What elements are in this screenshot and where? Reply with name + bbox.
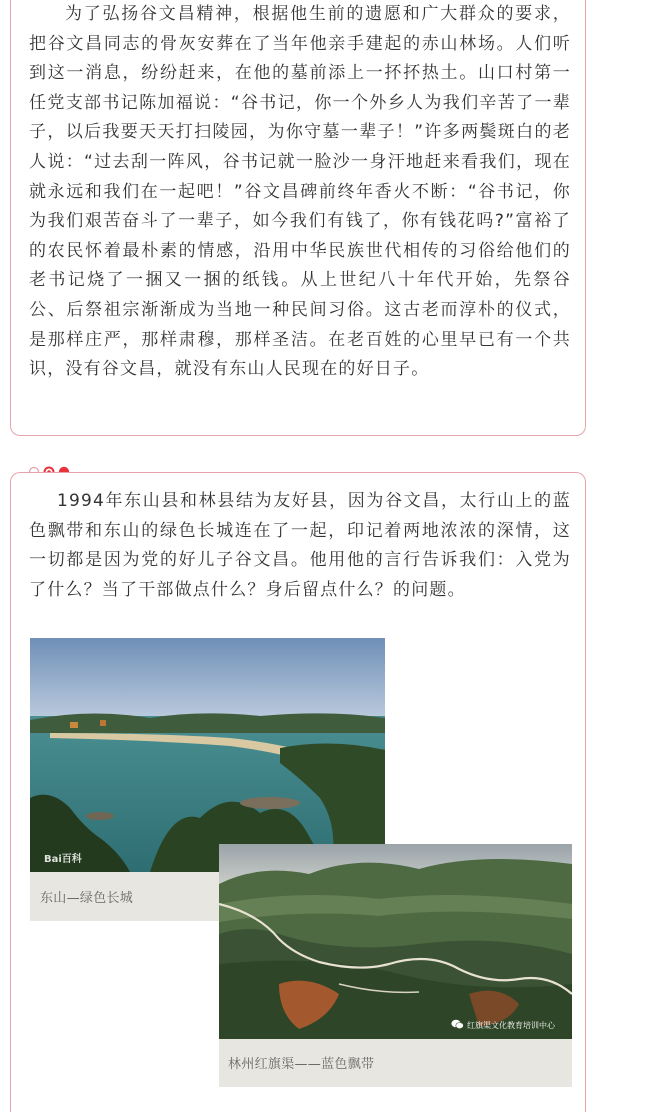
dongshan-coast-photo[interactable] (30, 638, 385, 872)
image1-caption: 东山—绿色长城 (40, 891, 134, 906)
section1-paragraph: 为了弘扬谷文昌精神，根据他生前的遗愿和广大群众的要求，把谷文昌同志的骨灰安葬在了当年他亲手建起的赤山林场。人们听到这一消息，纷纷赶来，在他的墓前添上一抔抔热土。山口村第一任党支部书记陈加福说：“谷书记，你一个外乡人为我们辛苦了一辈子，以后我要天天打扫陵园，为你守墓一辈子！”许多两鬓斑白的老人说：“过去刮一阵风，谷书记就一脸沙一身汗地赶来看我们，现在就永远和我们在一起吧！”谷文昌碑前终年香火不断：“谷书记，你为我们艰苦奋斗了一辈子，如今我们有钱了，你有钱花吗?”富裕了的农民怀着最朴素的情感，沿用中华民族世代相传的习俗给他们的老书记烧了一捆又一捆的纸钱。从上世纪八十年代开始，先祭谷公、后祭祖宗渐渐成为当地一种民间习俗。这古老而淳朴的仪式，是那样庄严，那样肃穆，那样圣洁。在老百姓的心里早已有一个共识，没有谷文昌，就没有东山人民现在的好日子。 (29, 4, 571, 380)
wechat-icon (451, 1019, 464, 1030)
red-flag-canal-photo[interactable] (219, 844, 572, 1039)
image2-caption: 林州红旗渠——蓝色飘带 (228, 1057, 375, 1072)
section2-paragraph: 1994年东山县和林县结为友好县，因为谷文昌，太行山上的蓝色飘带和东山的绿色长城连在了一起，印记着两地浓浓的深情，这一切都是因为党的好儿子谷文昌。他用他的言行告诉我们：入党为了什么？当了干部做点什么？身后留点什么？的问题。 (29, 491, 571, 600)
baike-watermark: Bai百科 (44, 854, 82, 865)
section1-card (10, 0, 586, 436)
training-center-watermark: 红旗渠文化教育培训中心 (467, 1021, 555, 1030)
